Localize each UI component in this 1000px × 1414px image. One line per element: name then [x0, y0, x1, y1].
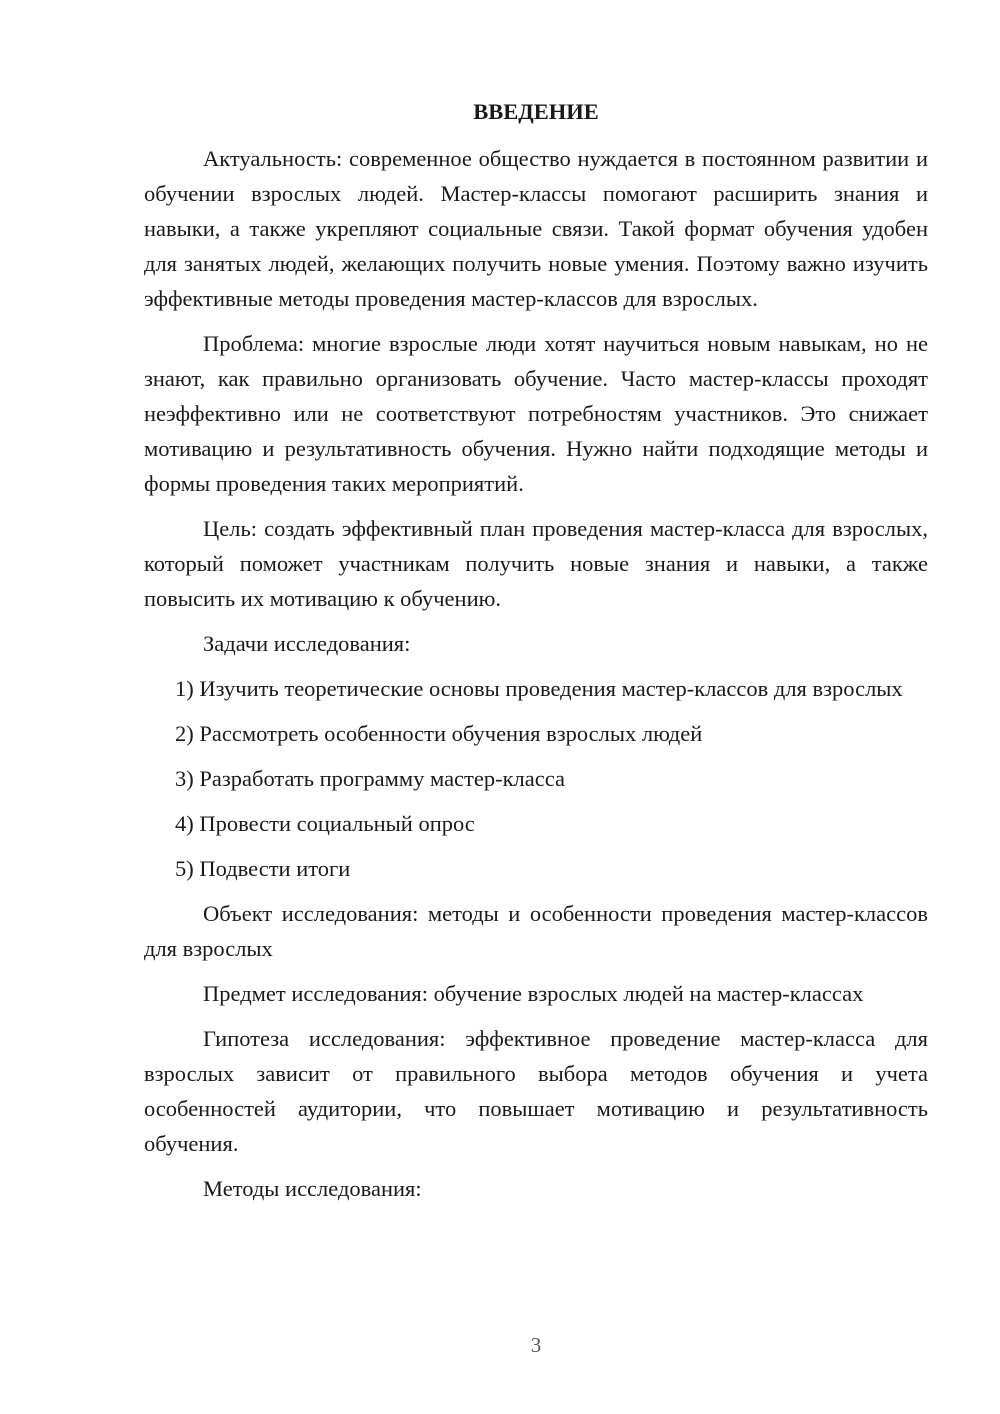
paragraph-problem: Проблема: многие взрослые люди хотят научиться новым навыкам, но не знают, как правильно организовать обучение. Часто мастер-классы проходят неэффективно или не соответствуют потребностям участников. Это снижает мотивацию и результативность обучения. Нужно найти подходящие методы и формы проведения таких мероприятий. [144, 331, 928, 496]
task-item-5: 5) Подвести итоги [175, 856, 351, 881]
methods-heading: Методы исследования: [203, 1176, 422, 1201]
paragraph-hypothesis: Гипотеза исследования: эффективное проведение мастер-класса для взрослых зависит от правильного выбора методов обучения и учета особенностей аудитории, что повышает мотивацию и результативность обучения. [144, 1026, 928, 1156]
paragraph-subject: Предмет исследования: обучение взрослых людей на мастер-классах [203, 981, 864, 1006]
page-content [144, 94, 928, 1216]
task-item-1: 1) Изучить теоретические основы проведения мастер-классов для взрослых [175, 676, 903, 701]
task-item-3: 3) Разработать программу мастер-класса [175, 766, 565, 791]
paragraph-object: Объект исследования: методы и особенности проведения мастер-классов для взрослых [144, 901, 928, 961]
page-number: 3 [530, 1333, 542, 1357]
tasks-heading: Задачи исследования: [203, 631, 411, 656]
task-item-4: 4) Провести социальный опрос [175, 811, 475, 836]
section-title: ВВЕДЕНИЕ [473, 99, 599, 124]
paragraph-goal: Цель: создать эффективный план проведения мастер-класса для взрослых, который поможет участникам получить новые знания и навыки, а также повысить их мотивацию к обучению. [144, 516, 928, 611]
task-item-2: 2) Рассмотреть особенности обучения взрослых людей [175, 721, 703, 746]
paragraph-relevance: Актуальность: современное общество нуждается в постоянном развитии и обучении взрослых людей. Мастер-классы помогают расширить знания и навыки, а также укрепляют социальные связи. Такой формат обучения удобен для занятых людей, желающих получить новые умения. Поэтому важно изучить эффективные методы проведения мастер-классов для взрослых. [144, 146, 928, 311]
